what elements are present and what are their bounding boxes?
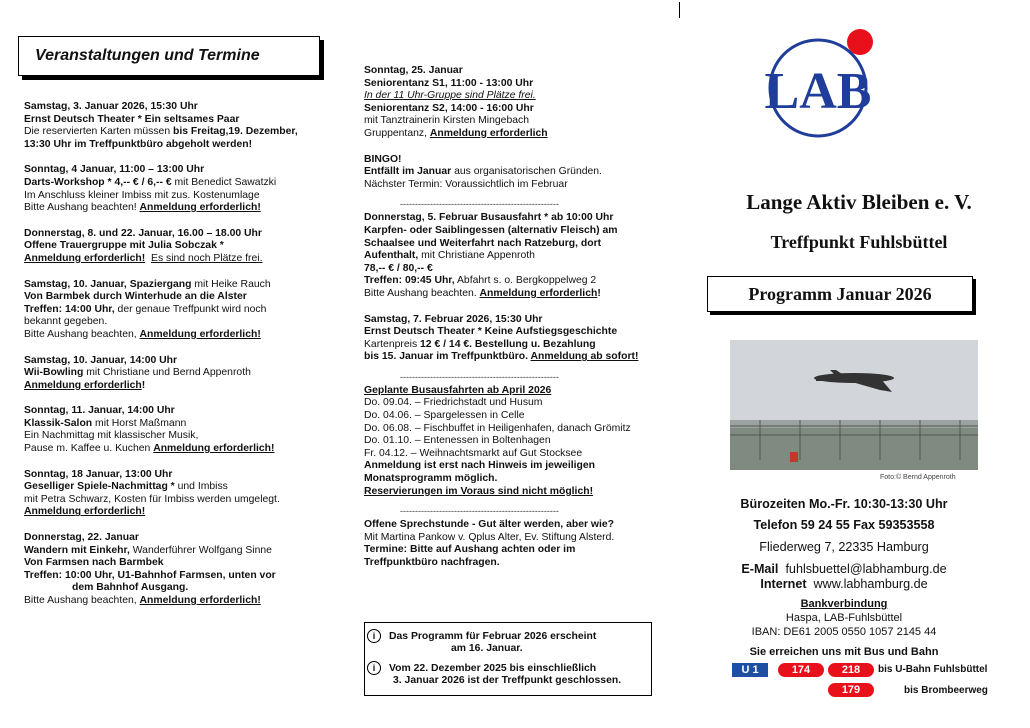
event-title: Wandern mit Einkehr, <box>24 544 130 556</box>
event-text: ! <box>597 287 601 299</box>
event-date: Samstag, 3. Januar 2026, 15:30 Uhr <box>24 101 198 112</box>
registration-note: Anmeldung erforderlich <box>429 127 548 139</box>
event-date: Sonntag, 25. Januar <box>364 65 463 76</box>
event-date: Samstag, 10. Januar <box>24 278 124 290</box>
event-text: 13:30 Uhr im Treffpunktbüro abgeholt werden! <box>24 138 253 150</box>
event-text: mit Heike Rauch <box>191 278 271 290</box>
event-theater-jan <box>24 101 336 151</box>
event-title: Ernst Deutsch Theater * Ein seltsames Paar <box>24 113 240 125</box>
event-text: Pause m. Kaffee u. Kuchen <box>24 443 154 455</box>
event-text: dem Bahnhof Ausgang. <box>72 582 189 594</box>
event-text: Ein Nachmittag mit klassischer Musik, <box>24 430 199 442</box>
bank-iban: IBAN: DE61 2005 0550 1057 2145 44 <box>751 626 937 638</box>
email-link[interactable]: fuhlsbuettel@labhamburg.de <box>785 562 947 576</box>
list-item: Do. 01.10. – Entenessen in Boltenhagen <box>364 435 551 447</box>
event-title: Karpfen- oder Saiblingessen (alternativ Fleisch) am <box>364 224 618 236</box>
divider: ----------------------------------------------------- <box>400 506 559 517</box>
list-item: Do. 09.04. – Friedrichstadt und Husum <box>364 397 543 409</box>
event-theater-feb <box>364 314 664 364</box>
event-text: mit Christiane und Bernd Appenroth <box>83 367 251 379</box>
event-date: Samstag, 10. Januar, 14:00 Uhr <box>24 354 178 366</box>
registration-note: Anmeldung erforderlich! <box>153 443 275 455</box>
program-box <box>707 276 973 312</box>
event-title: Offene Trauergruppe mit Julia Sobczak * <box>24 240 224 252</box>
event-text: Die reservierten Karten müssen <box>24 126 173 138</box>
event-sprechstunde <box>364 519 664 569</box>
event-text: Von Farmsen nach Barmbek <box>24 557 164 569</box>
divider: ----------------------------------------------------- <box>400 199 559 210</box>
event-text: mit Christiane Appenroth <box>418 250 535 262</box>
event-wandern <box>24 532 336 608</box>
transit-title: Sie erreichen uns mit Bus und Bahn <box>749 646 939 658</box>
event-date: Donnerstag, 5. Februar Busausfahrt * ab 10:00 Uhr <box>364 212 614 224</box>
notice-text: Vom 22. Dezember 2025 bis einschließlich <box>389 662 597 674</box>
transit-text-2: bis Brombeerweg <box>904 685 988 696</box>
event-text: Treffen: 09:45 Uhr, <box>364 275 455 287</box>
list-item: Fr. 04.12. – Weihnachtsmarkt auf Gut Stocksee <box>364 447 583 459</box>
event-text: Kartenpreis <box>364 338 421 350</box>
registration-note: Anmeldung erforderlich! <box>24 506 146 518</box>
program-title: Programm Januar 2026 <box>748 284 932 304</box>
divider: ----------------------------------------------------- <box>400 371 559 382</box>
event-title: Wii-Bowling <box>24 367 84 379</box>
photo-credit: Foto:© Bernd Appenroth <box>880 474 956 481</box>
event-text: Termine: Bitte auf Aushang achten oder im <box>364 544 576 556</box>
event-text: Monatsprogramm möglich. <box>364 473 498 485</box>
bus-179-badge: 179 <box>828 683 874 697</box>
registration-note: Anmeldung erforderlich! <box>24 252 146 264</box>
event-date: Sonntag, 18 Januar, 13:00 Uhr <box>24 468 173 480</box>
registration-note: Anmeldung erforderlich <box>479 287 598 299</box>
event-title: Ernst Deutsch Theater * Keine Aufstiegsgeschichte <box>364 326 618 338</box>
event-title: Seniorentanz S1, 11:00 - 13:00 Uhr <box>364 77 534 89</box>
phone-fax: Telefon 59 24 55 Fax 59353558 <box>753 518 935 532</box>
event-date: Sonntag, 11. Januar, 14:00 Uhr <box>24 405 175 417</box>
org-name: Lange Aktiv Bleiben e. V. <box>746 190 972 214</box>
event-wii-bowling <box>24 355 336 393</box>
event-darts <box>24 164 336 214</box>
list-item: Do. 06.08. – Fischbuffet in Heiligenhafen, danach Grömitz <box>364 422 631 434</box>
event-spaziergang <box>24 279 336 342</box>
event-text: Nächster Termin: Voraussichtlich im Februar <box>364 178 568 190</box>
notice-text: 3. Januar 2026 ist der Treffpunkt geschlossen. <box>393 675 622 687</box>
event-trauergruppe <box>24 228 336 266</box>
event-bingo <box>364 154 664 192</box>
notice-box <box>364 622 652 696</box>
events-column-1 <box>24 101 336 621</box>
registration-note: Anmeldung erforderlich <box>24 379 142 391</box>
transit-text-1: bis U-Bahn Fuhlsbüttel <box>878 664 988 675</box>
registration-note: Anmeldung erforderlich! <box>139 202 261 214</box>
event-text: aus organisatorischen Gründen. <box>451 166 602 178</box>
event-seniorentanz <box>364 65 664 141</box>
event-klassik-salon <box>24 405 336 455</box>
event-text: Aufenthalt, <box>364 250 419 262</box>
registration-note: Anmeldung erforderlich! <box>139 328 261 340</box>
event-text: Bitte Aushang beachten, <box>24 595 140 606</box>
event-title: Schaalsee und Weiterfahrt nach Ratzeburg, dort <box>364 237 602 249</box>
event-text: Mit Martina Pankow v. Qplus Alter, Ev. Stiftung Alsterd. <box>364 531 615 543</box>
event-text: mit Petra Schwarz, Kosten für Imbiss werden umgelegt. <box>24 493 280 505</box>
email-label: E-Mail <box>741 562 779 576</box>
event-date: Donnerstag, 22. Januar <box>24 532 139 544</box>
event-text: In der 11 Uhr-Gruppe sind Plätze frei. <box>364 90 536 102</box>
address: Fliederweg 7, 22335 Hamburg <box>759 540 929 554</box>
registration-note: Anmeldung erforderlich! <box>139 595 261 606</box>
event-text: Es sind noch Plätze frei. <box>151 252 263 264</box>
event-text: ! <box>141 379 146 391</box>
event-title: Seniorentanz S2, 14:00 - 16:00 Uhr <box>364 102 534 114</box>
event-title: Klassik-Salon <box>24 417 93 429</box>
notice-text: Das Programm für Februar 2026 erscheint <box>389 630 597 642</box>
event-text: Treffpunktbüro nachfragen. <box>364 557 500 568</box>
logo-text: LAB <box>764 63 872 120</box>
event-date: Samstag, 7. Februar 2026, 15:30 Uhr <box>364 313 543 325</box>
lab-logo <box>764 28 874 138</box>
event-text: mit Horst Maßmann <box>92 417 187 429</box>
section-title: Veranstaltungen und Termine <box>35 47 260 64</box>
event-text: bis Freitag,19. Dezember, <box>173 126 298 138</box>
location-name: Treffpunkt Fuhlsbüttel <box>770 232 948 252</box>
bank-title: Bankverbindung <box>800 598 888 610</box>
event-text: und Imbiss <box>174 481 228 493</box>
event-text: Reservierungen im Voraus sind nicht möglich! <box>364 485 594 497</box>
event-title: Geselliger Spiele-Nachmittag * <box>24 481 175 493</box>
bus-174-badge: 174 <box>778 663 824 677</box>
event-text: Bitte Aushang beachten, <box>24 328 140 340</box>
event-date: Sonntag, 4 Januar, 11:00 – 13:00 Uhr <box>24 164 205 176</box>
bus-218-badge: 218 <box>828 663 874 677</box>
event-title: Darts-Workshop * 4,-- € / 6,-- € <box>24 176 172 188</box>
website-link[interactable]: www.labhamburg.de <box>813 577 928 591</box>
office-hours: Bürozeiten Mo.-Fr. 10:30-13:30 Uhr <box>740 497 948 511</box>
crop-mark <box>679 2 680 18</box>
event-text: mit Tanztrainerin Kirsten Mingebach <box>364 115 529 127</box>
event-text: bis 15. Januar im Treffpunktbüro. <box>364 351 531 363</box>
event-date: Donnerstag, 8. und 22. Januar, 16.00 – 18.00 Uhr <box>24 227 262 239</box>
event-text: Treffen: 10:00 Uhr, U1-Bahnhof Farmsen, unten vor <box>24 569 276 581</box>
event-text: Treffen: 14:00 Uhr, <box>24 303 115 315</box>
event-text: mit Benedict Sawatzki <box>171 176 277 188</box>
event-text: Von Barmbek durch Winterhude an die Alster <box>24 291 247 303</box>
info-icon: i <box>367 629 381 643</box>
event-text: Abfahrt s. o. Bergkoppelweg 2 <box>454 275 597 287</box>
event-text: der genaue Treffpunkt wird noch <box>114 303 267 315</box>
event-price: 78,-- € / 80,-- € <box>364 262 433 274</box>
event-text: Wanderführer Wolfgang Sinne <box>129 544 272 556</box>
event-busausfahrt <box>364 212 664 300</box>
event-text: Bitte Aushang beachten! <box>24 202 140 214</box>
event-text: Bitte Aushang beachten. <box>364 287 480 299</box>
event-text: Gruppentanz, <box>364 127 430 139</box>
events-column-2 <box>364 65 664 583</box>
section-title-box <box>18 36 320 76</box>
bank-name: Haspa, LAB-Fuhlsbüttel <box>785 612 903 624</box>
event-spiele-nachmittag <box>24 469 336 519</box>
planned-bus-trips <box>364 385 664 498</box>
event-text: bekannt gegeben. <box>24 316 108 328</box>
airplane-photo <box>730 340 978 470</box>
event-title: , Spaziergang <box>123 278 192 290</box>
notice-text: am 16. Januar. <box>451 643 523 655</box>
event-text: Entfällt im Januar <box>364 166 452 178</box>
event-text: Im Anschluss kleiner Imbiss mit zus. Kostenumlage <box>24 189 260 201</box>
info-icon: i <box>367 661 381 675</box>
event-title: BINGO! <box>364 153 402 165</box>
website-label: Internet <box>760 577 807 591</box>
event-text: Anmeldung ist erst nach Hinweis im jeweiligen <box>364 460 595 472</box>
list-title: Geplante Busausfahrten ab April 2026 <box>364 384 552 396</box>
u1-badge: U 1 <box>732 663 768 677</box>
event-title: Offene Sprechstunde - Gut älter werden, aber wie? <box>364 519 615 531</box>
event-text: 12 € / 14 €. Bestellung u. Bezahlung <box>420 338 596 350</box>
registration-note: Anmeldung ab sofort! <box>530 351 639 363</box>
list-item: Do. 04.06. – Spargelessen in Celle <box>364 410 525 422</box>
